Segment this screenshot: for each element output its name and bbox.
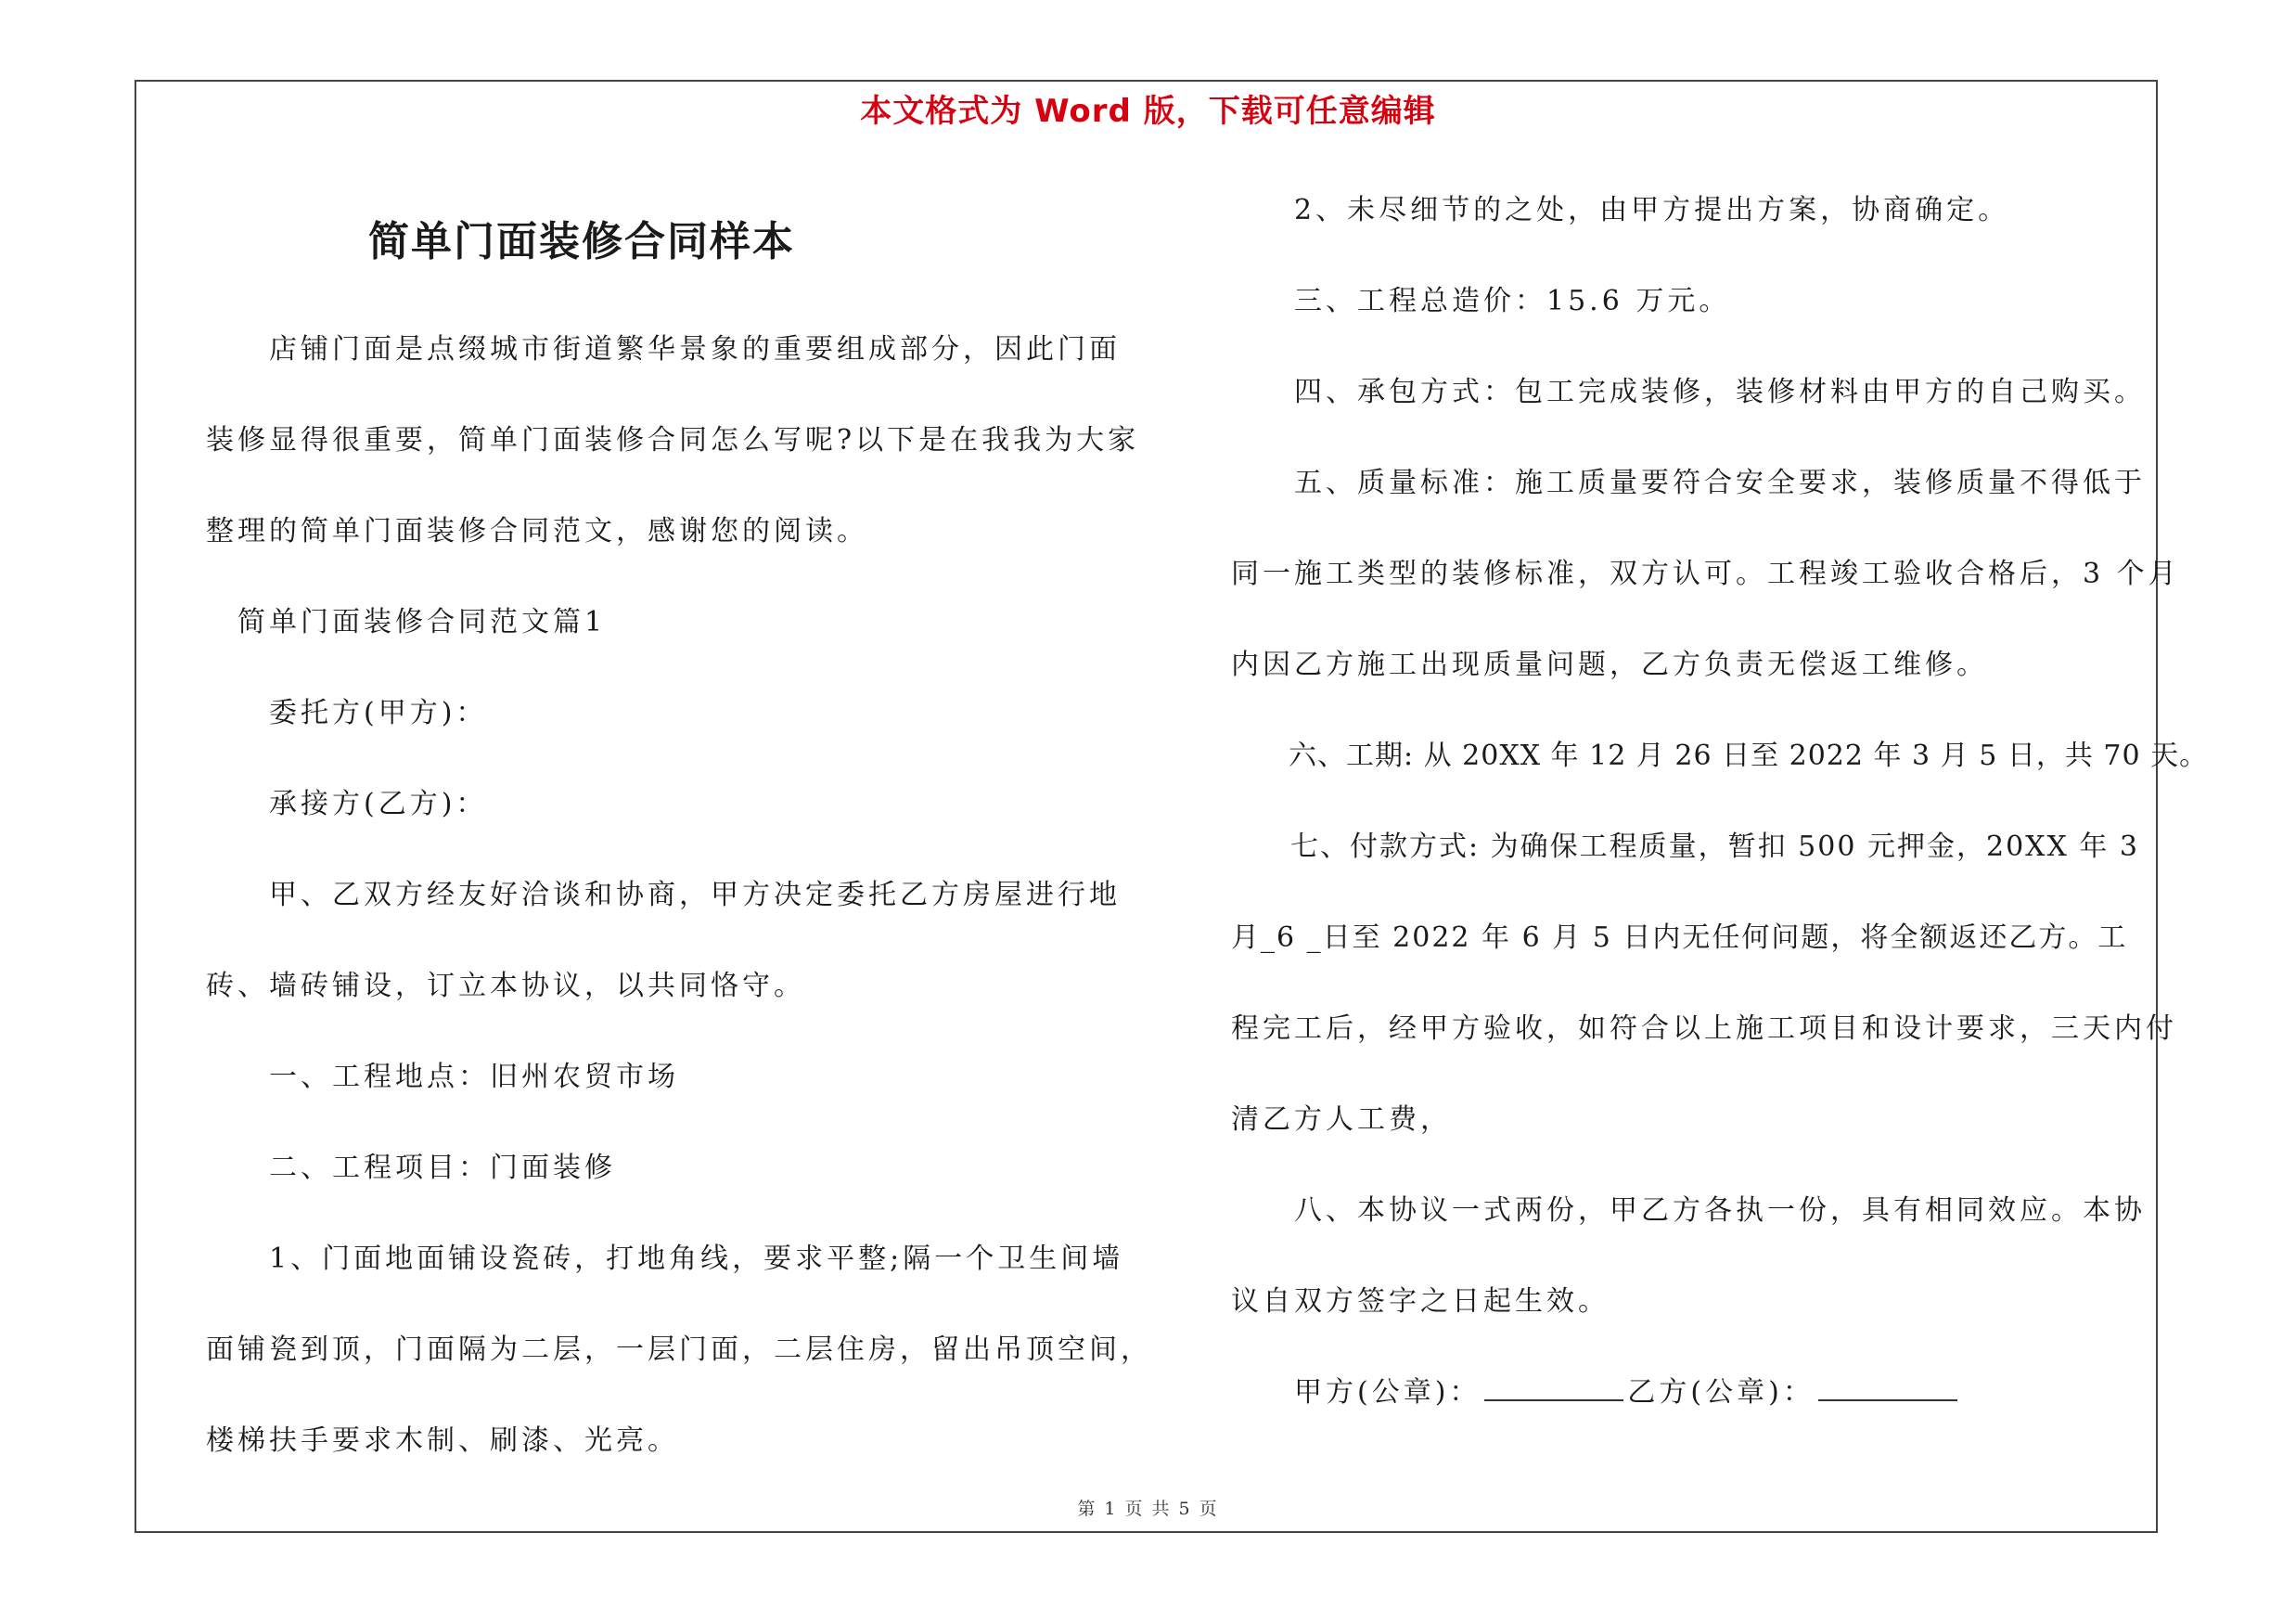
paragraph-line: 五、质量标准：施工质量要符合安全要求，装修质量不得低于 [1231,467,2146,499]
clause-schedule: 六、工期: 从 20XX 年 12 月 26 日至 2022 年 3 月 5 日，共 70 天。 [1231,740,2209,772]
signature-line [1231,1347,1961,1438]
paragraph-line: 月_6 _日至 2022 年 6 月 5 日内无任何问题，将全额返还乙方。工 [1231,921,2128,954]
paragraph-line: 程完工后，经甲方验收，如符合以上施工项目和设计要求，三天内付 [1231,1012,2177,1045]
contractor-line: 承接方(乙方)： [206,788,488,820]
paragraph-line: 议自双方签字之日起生效。 [1231,1285,1610,1318]
party-a-seal-label: 甲方(公章)： [1231,1376,1481,1409]
paragraph-line: 楼梯扶手要求木制、刷漆、光亮。 [206,1424,679,1457]
format-banner: 本文格式为 Word 版，下载可任意编辑 [860,93,1436,130]
paragraph-line: 内因乙方施工出现质量问题，乙方负责无偿返工维修。 [1231,649,1988,681]
section-heading: 简单门面装修合同范文篇1 [206,606,607,638]
paragraph-line: 整理的简单门面装修合同范文，感谢您的阅读。 [206,515,868,547]
paragraph-line: 七、付款方式: 为确保工程质量，暂扣 500 元押金，20XX 年 3 [1231,831,2140,863]
paragraph-line: 同一施工类型的装修标准，双方认可。工程竣工验收合格后，3 个月 [1231,558,2180,590]
clause-project: 二、工程项目：门面装修 [206,1152,616,1184]
paragraph-line: 1、门面地面铺设瓷砖，打地角线，要求平整;隔一个卫生间墙 [206,1243,1124,1275]
paragraph-line: 清乙方人工费， [1231,1103,1452,1136]
party-b-seal-blank[interactable] [1818,1377,1957,1401]
paragraph-line: 装修显得很重要，简单门面装修合同怎么写呢?以下是在我我为大家 [206,424,1140,457]
page-number: 第 1 页 共 5 页 [1077,1499,1219,1519]
clause-cost: 三、工程总造价：15.6 万元。 [1231,285,1731,317]
document-title: 简单门面装修合同样本 [368,218,795,265]
clause-location: 一、工程地点：旧州农贸市场 [206,1061,679,1093]
paragraph-line: 面铺瓷到顶，门面隔为二层，一层门面，二层住房，留出吊顶空间， [206,1333,1152,1366]
paragraph-line: 砖、墙砖铺设，订立本协议，以共同恪守。 [206,970,805,1002]
paragraph-line: 店铺门面是点缀城市街道繁华景象的重要组成部分，因此门面 [206,333,1121,366]
paragraph-line: 甲、乙双方经友好洽谈和协商，甲方决定委托乙方房屋进行地 [206,879,1121,911]
party-a-seal-blank[interactable] [1484,1377,1623,1401]
paragraph-line: 八、本协议一式两份，甲乙方各执一份，具有相同效应。本协 [1231,1194,2146,1227]
clause-contract-mode: 四、承包方式：包工完成装修，装修材料由甲方的自己购买。 [1231,376,2146,408]
paragraph-line: 2、未尽细节的之处，由甲方提出方案，协商确定。 [1231,194,2010,226]
party-b-seal-label: 乙方(公章)： [1627,1376,1815,1409]
client-line: 委托方(甲方)： [206,697,488,729]
